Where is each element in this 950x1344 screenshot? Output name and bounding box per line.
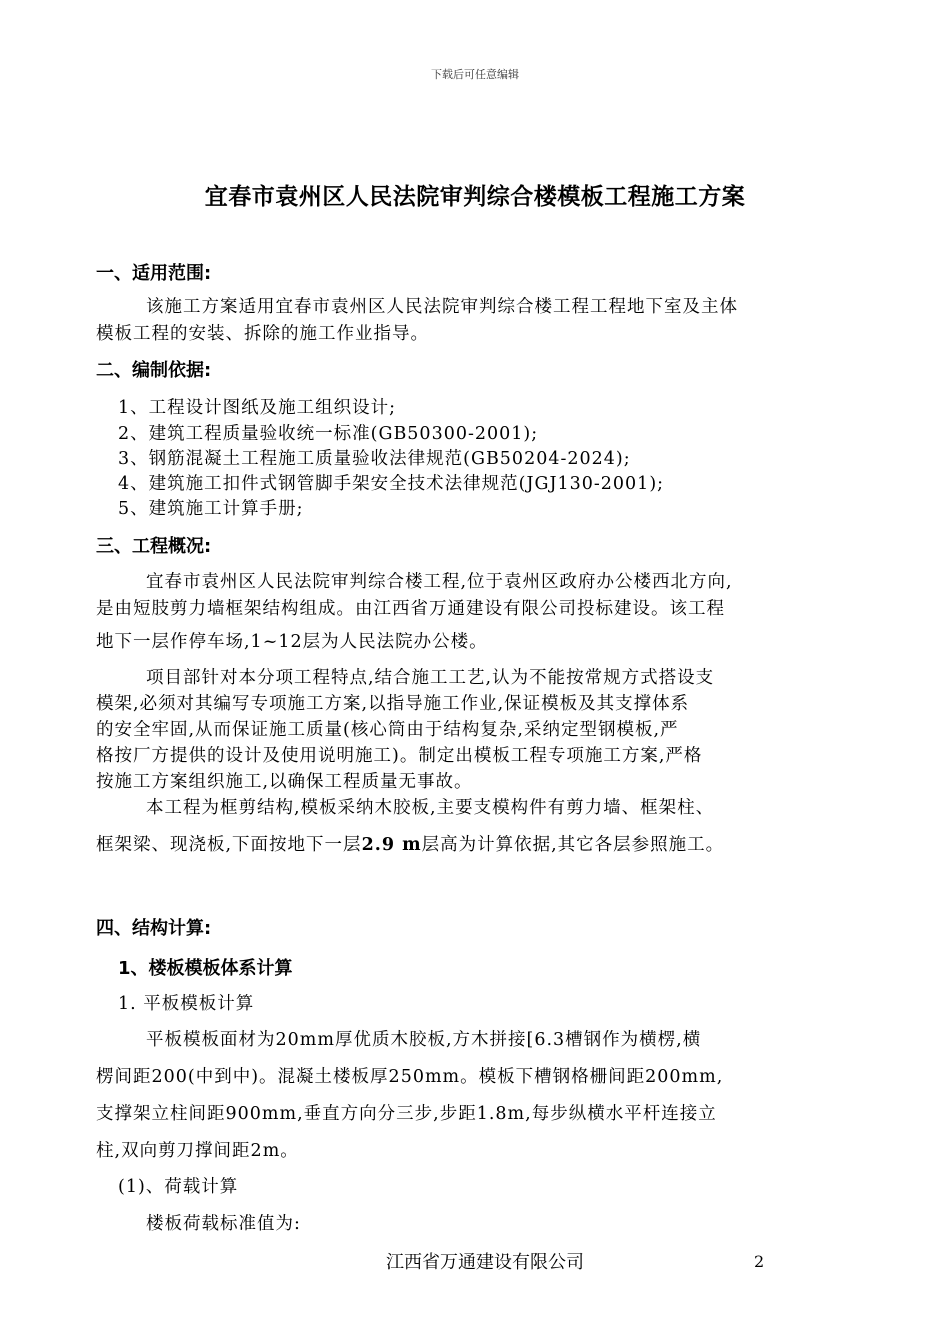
paragraph-line: 楼板荷载标准值为:	[146, 1214, 301, 1234]
section1-heading: 一、适用范围:	[96, 263, 212, 284]
paragraph-line: 的安全牢固,从而保证施工质量(核心筒由于结构复杂,采纳定型钢模板,严	[96, 720, 679, 740]
paragraph-line: 柱,双向剪刀撑间距2m。	[96, 1141, 299, 1161]
paragraph-line: 模架,必须对其编写专项施工方案,以指导施工作业,保证模板及其支撑体系	[96, 694, 690, 714]
paragraph-line: 地下一层作停车场,1~12层为人民法院办公楼。	[96, 632, 488, 652]
paragraph-line: 项目部针对本分项工程特点,结合施工工艺,认为不能按常规方式搭设支	[146, 668, 715, 688]
paragraph-line: 是由短肢剪力墙框架结构组成。由江西省万通建设有限公司投标建设。该工程	[96, 599, 725, 619]
text-run: 框架梁、现浇板,下面按地下一层	[96, 835, 362, 855]
document-title: 宜春市袁州区人民法院审判综合楼模板工程施工方案	[204, 184, 746, 210]
list-item: 3、钢筋混凝土工程施工质量验收法律规范(GB50204-2024);	[118, 449, 631, 469]
header-note: 下载后可任意编辑	[431, 68, 519, 81]
section3-heading: 三、工程概况:	[96, 536, 212, 557]
list-item: 1、工程设计图纸及施工组织设计;	[118, 398, 397, 418]
paragraph-line: 平板模板面材为20mm厚优质木胶板,方木拼接[6.3槽钢作为横楞,横	[146, 1030, 702, 1050]
paragraph-line: 支撑架立柱间距900mm,垂直方向分三步,步距1.8m,每步纵横水平杆连接立	[96, 1104, 717, 1124]
list-item: 4、建筑施工扣件式钢管脚手架安全技术法律规范(JGJ130-2001);	[118, 474, 665, 494]
floor-height-value: 2.9 m	[361, 835, 422, 855]
paragraph-line: 本工程为框剪结构,模板采纳木胶板,主要支模构件有剪力墙、框架柱、	[146, 798, 715, 818]
paragraph-line	[96, 831, 724, 856]
section1-line: 模板工程的安装、拆除的施工作业指导。	[96, 324, 429, 344]
text-run: 层高为计算依据,其它各层参照施工。	[421, 835, 725, 855]
list-item: 5、建筑施工计算手册;	[118, 499, 304, 519]
subsection-heading: 1、楼板模板体系计算	[118, 958, 293, 979]
section4-heading: 四、结构计算:	[96, 918, 212, 939]
subsection-title: 1. 平板模板计算	[118, 994, 255, 1014]
section1-line: 该施工方案适用宜春市袁州区人民法院审判综合楼工程工程地下室及主体	[146, 297, 738, 317]
paragraph-line: 楞间距200(中到中)。混凝土楼板厚250mm。模板下槽钢格栅间距200mm,	[96, 1067, 724, 1087]
section2-heading: 二、编制依据:	[96, 360, 212, 381]
paragraph-line: 宜春市袁州区人民法院审判综合楼工程,位于袁州区政府办公楼西北方向,	[146, 572, 733, 592]
paragraph-line: 格按厂方提供的设计及使用说明施工)。制定出模板工程专项施工方案,严格	[96, 746, 703, 766]
load-heading: (1)、荷载计算	[118, 1177, 239, 1197]
page-number: 2	[754, 1252, 765, 1271]
paragraph-line: 按施工方案组织施工,以确保工程质量无事故。	[96, 772, 473, 792]
list-item: 2、建筑工程质量验收统一标准(GB50300-2001);	[118, 424, 539, 444]
footer-company: 江西省万通建设有限公司	[386, 1252, 584, 1273]
